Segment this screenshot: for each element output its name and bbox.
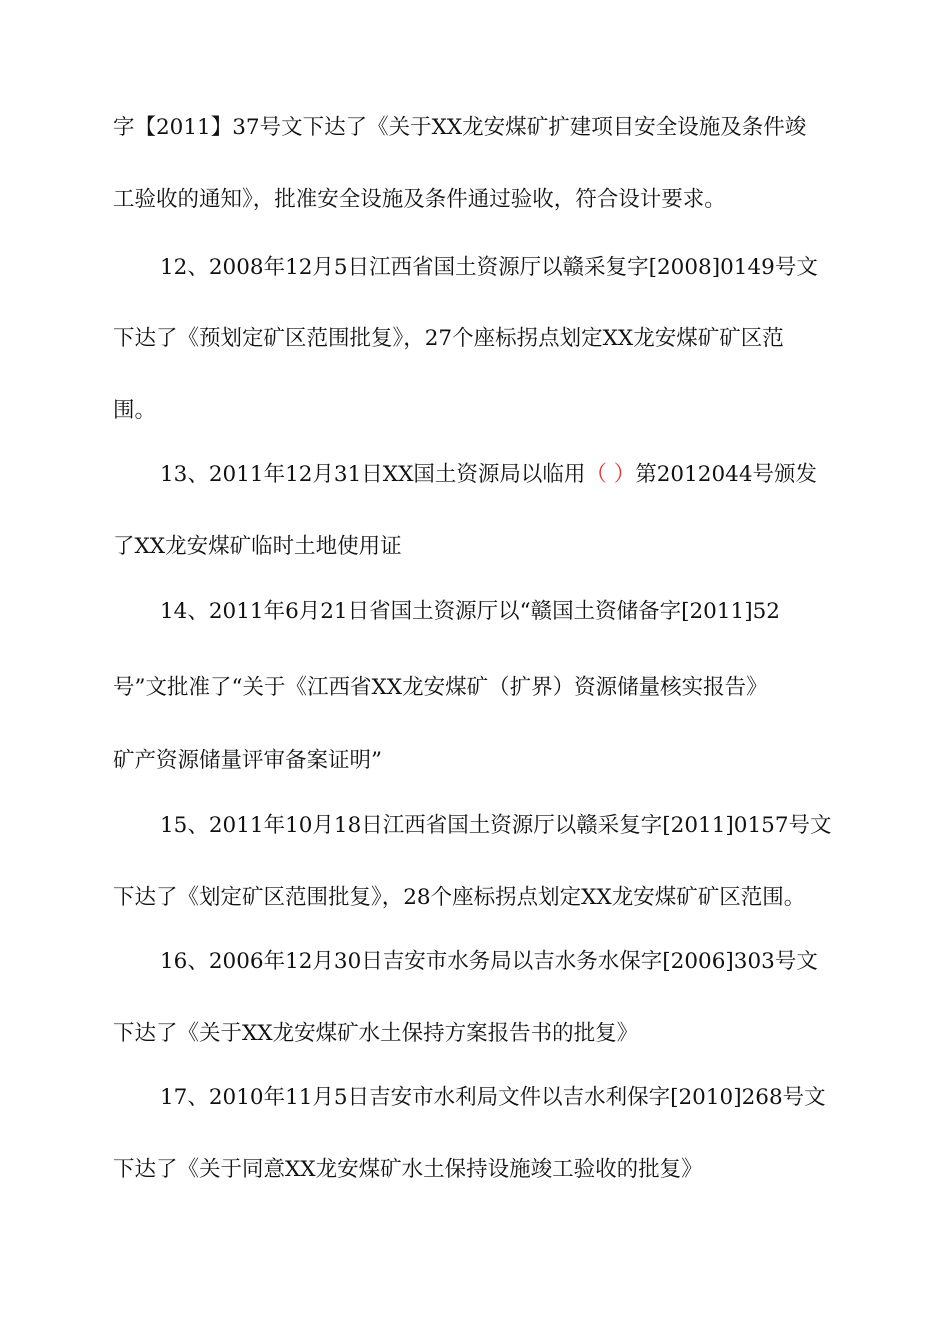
paragraph-14-line-1: 14、2011年6月21日省国土资源厅以“赣国土资储备字[2011]52: [160, 599, 780, 624]
paragraph-16-line-2: 下达了《关于XX龙安煤矿水土保持方案报告书的批复》: [113, 1021, 639, 1046]
paragraph-12-line-3: 围。: [113, 398, 157, 423]
paragraph-17-line-1: 17、2010年11月5日吉安市水利局文件以吉水利保字[2010]268号文: [160, 1085, 826, 1110]
paragraph-14-line-3: 矿产资源储量评审备案证明”: [113, 748, 382, 773]
paragraph-13-line-1: [160, 455, 817, 495]
paragraph-16-line-1: 16、2006年12月30日吉安市水务局以吉水务水保字[2006]303号文: [160, 949, 818, 974]
paragraph-13-line-2: 了XX龙安煤矿临时土地使用证: [113, 534, 402, 559]
paragraph-11-line-2: 字【2011】37号文下达了《关于XX龙安煤矿扩建项目安全设施及条件竣: [113, 115, 807, 140]
paragraph-14-line-2: 号”文批准了“关于《江西省XX龙安煤矿（扩界）资源储量核实报告》: [113, 675, 768, 700]
paragraph-12-line-2: 下达了《预划定矿区范围批复》，27个座标拐点划定XX龙安煤矿矿区范: [113, 326, 784, 351]
blank-parentheses: （ ）: [585, 462, 636, 487]
paragraph-15-line-1: 15、2011年10月18日江西省国土资源厅以赣采复字[2011]0157号文: [160, 813, 832, 838]
paragraph-17-line-2: 下达了《关于同意XX龙安煤矿水土保持设施竣工验收的批复》: [113, 1157, 703, 1182]
paragraph-13-text-start: 13、2011年12月31日XX国土资源局以临用: [160, 462, 586, 487]
paragraph-15-line-2: 下达了《划定矿区范围批复》，28个座标拐点划定XX龙安煤矿矿区范围。: [113, 885, 806, 910]
paragraph-11-line-3: 工验收的通知》，批准安全设施及条件通过验收，符合设计要求。: [113, 187, 726, 212]
paragraph-12-line-1: 12、2008年12月5日江西省国土资源厅以赣采复字[2008]0149号文: [160, 255, 818, 280]
paragraph-13-text-end: 第2012044号颁发: [635, 462, 818, 487]
